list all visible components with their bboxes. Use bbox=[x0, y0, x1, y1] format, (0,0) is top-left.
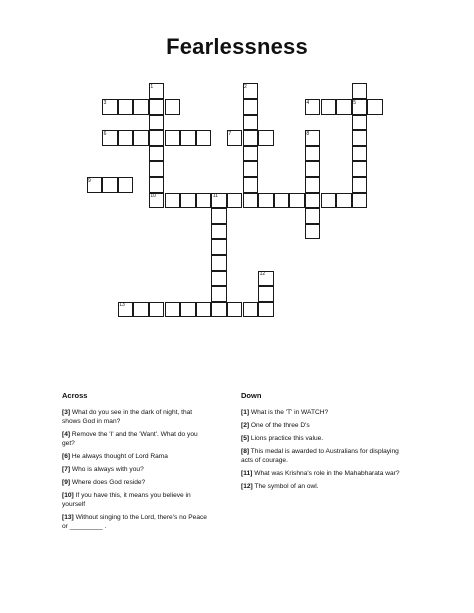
grid-cell[interactable] bbox=[211, 255, 227, 271]
clue-number: 2 bbox=[244, 83, 247, 90]
grid-cell[interactable] bbox=[133, 302, 149, 318]
grid-cell[interactable] bbox=[258, 302, 274, 318]
grid-cell[interactable] bbox=[243, 193, 259, 209]
across-clue: [7] Who is always with you? bbox=[62, 466, 144, 473]
grid-cell[interactable] bbox=[243, 99, 259, 115]
grid-cell[interactable] bbox=[289, 193, 305, 209]
grid-cell[interactable] bbox=[118, 99, 134, 115]
across-clue: [13] Without singing to the Lord, there's no Peace or _________ . bbox=[62, 514, 207, 530]
grid-cell[interactable] bbox=[180, 130, 196, 146]
grid-cell[interactable] bbox=[243, 177, 259, 193]
grid-cell[interactable] bbox=[165, 130, 181, 146]
across-heading: Across bbox=[62, 391, 88, 400]
grid-cell[interactable] bbox=[243, 115, 259, 131]
across-clue: [9] Where does God reside? bbox=[62, 479, 146, 486]
grid-cell[interactable] bbox=[211, 286, 227, 302]
grid-cell[interactable] bbox=[321, 99, 337, 115]
across-clue: [6] He always thought of Lord Rama bbox=[62, 453, 168, 460]
across-clue: [4] Remove the 'I' and the 'Want'. What do you get? bbox=[62, 431, 198, 447]
clue-number: 10 bbox=[150, 193, 156, 200]
grid-cell[interactable] bbox=[258, 193, 274, 209]
grid-cell[interactable] bbox=[118, 130, 134, 146]
down-clue: [11] What was Krishna's role in the Mahabharata war? bbox=[241, 470, 400, 477]
grid-cell[interactable] bbox=[305, 177, 321, 193]
grid-cell[interactable] bbox=[149, 302, 165, 318]
grid-cell[interactable] bbox=[336, 193, 352, 209]
down-clue: [8] This medal is awarded to Australians for displaying acts of courage. bbox=[241, 448, 399, 464]
grid-cell[interactable] bbox=[165, 99, 181, 115]
down-heading: Down bbox=[241, 391, 262, 400]
clue-number: 3 bbox=[103, 99, 107, 106]
grid-cell[interactable] bbox=[180, 302, 196, 318]
grid-cell[interactable] bbox=[243, 130, 259, 146]
clue-number: 6 bbox=[103, 130, 107, 137]
clue-number: 4 bbox=[306, 99, 310, 106]
grid-cell[interactable] bbox=[149, 99, 165, 115]
grid-cell[interactable] bbox=[133, 99, 149, 115]
grid-cell[interactable] bbox=[133, 130, 149, 146]
grid-cell[interactable] bbox=[352, 193, 368, 209]
grid-cell[interactable] bbox=[165, 302, 181, 318]
grid-cell[interactable] bbox=[149, 146, 165, 162]
grid-cell[interactable] bbox=[243, 302, 259, 318]
grid-cell[interactable] bbox=[352, 115, 368, 131]
across-clue: [3] What do you see in the dark of night, that shows God in man? bbox=[62, 409, 193, 425]
clue-number: 9 bbox=[88, 177, 91, 184]
grid-cell[interactable] bbox=[274, 193, 290, 209]
down-clue: [1] What is the 'T' in WATCH? bbox=[241, 409, 329, 416]
grid-cell[interactable] bbox=[305, 224, 321, 240]
grid-cell[interactable] bbox=[352, 177, 368, 193]
down-clue: [2] One of the three D's bbox=[241, 422, 310, 429]
grid-cell[interactable] bbox=[196, 302, 212, 318]
clue-number: 12 bbox=[259, 271, 266, 278]
grid-cell[interactable] bbox=[321, 193, 337, 209]
grid-cell[interactable] bbox=[352, 83, 368, 99]
grid-cell[interactable] bbox=[243, 161, 259, 177]
grid-cell[interactable] bbox=[352, 161, 368, 177]
grid-cell[interactable] bbox=[118, 177, 134, 193]
across-clue-list bbox=[62, 408, 212, 535]
clue-number: 8 bbox=[306, 130, 310, 137]
grid-cell[interactable] bbox=[165, 193, 181, 209]
grid-cell[interactable] bbox=[352, 146, 368, 162]
grid-cell[interactable] bbox=[149, 115, 165, 131]
grid-cell[interactable] bbox=[305, 193, 321, 209]
grid-cell[interactable] bbox=[211, 208, 227, 224]
across-clue: [10] If you have this, it means you believe in yourself bbox=[62, 492, 191, 508]
grid-cell[interactable] bbox=[305, 208, 321, 224]
down-clue-list bbox=[241, 408, 401, 495]
grid-cell[interactable] bbox=[258, 286, 274, 302]
down-clue: [12] The symbol of an owl. bbox=[241, 483, 319, 490]
grid-cell[interactable] bbox=[305, 146, 321, 162]
grid-cell[interactable] bbox=[180, 193, 196, 209]
grid-cell[interactable] bbox=[227, 302, 243, 318]
grid-cell[interactable] bbox=[211, 271, 227, 287]
grid-cell[interactable] bbox=[102, 177, 118, 193]
page-title: Fearlessness bbox=[166, 34, 308, 59]
grid-cell[interactable] bbox=[211, 302, 227, 318]
clue-number: 11 bbox=[212, 193, 218, 200]
clue-number: 13 bbox=[119, 302, 125, 309]
grid-cell[interactable] bbox=[227, 193, 243, 209]
grid-cell[interactable] bbox=[149, 161, 165, 177]
clue-number: 7 bbox=[228, 130, 232, 137]
grid-cell[interactable] bbox=[243, 146, 259, 162]
grid-cell[interactable] bbox=[336, 99, 352, 115]
grid-cell[interactable] bbox=[305, 161, 321, 177]
grid-cell[interactable] bbox=[196, 193, 212, 209]
grid-cell[interactable] bbox=[258, 130, 274, 146]
grid-cell[interactable] bbox=[149, 177, 165, 193]
grid-cell[interactable] bbox=[367, 99, 383, 115]
grid-cell[interactable] bbox=[211, 239, 227, 255]
grid-cell[interactable] bbox=[196, 130, 212, 146]
clue-number: 5 bbox=[353, 99, 356, 106]
clue-number: 1 bbox=[150, 83, 154, 90]
grid-cell[interactable] bbox=[211, 224, 227, 240]
down-clue: [5] Lions practice this value. bbox=[241, 435, 324, 442]
grid-cell[interactable] bbox=[352, 130, 368, 146]
grid-cell[interactable] bbox=[149, 130, 165, 146]
